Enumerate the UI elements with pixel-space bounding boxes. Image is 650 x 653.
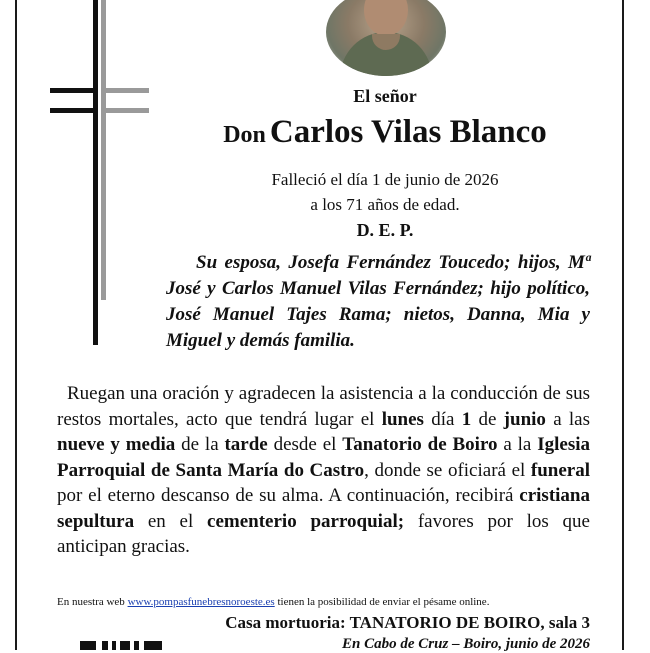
cross-vertical-bar: [93, 0, 98, 345]
frame-left-border: [15, 0, 17, 650]
place-date-signature: En Cabo de Cruz – Boiro, junio de 2026: [342, 636, 590, 652]
website-link[interactable]: www.pompasfunebresnoroeste.es: [127, 596, 275, 608]
web-notice: En nuestra web www.pompasfunebresnoroeste.es tienen la posibilidad de enviar el pésame online.: [57, 596, 490, 608]
name-full: Carlos Vilas Blanco: [269, 114, 547, 150]
cross-vertical-shadow: [101, 0, 106, 300]
family-paragraph: Su esposa, Josefa Fernández Toucedo; hijos, Mª José y Carlos Manuel Vilas Fernández; hijo político, José Manuel Tajes Rama; nietos, Danna, Mia y Miguel y demás familia.: [166, 252, 590, 351]
death-date: Falleció el día 1 de junio de 2026: [271, 170, 499, 189]
ceremony-paragraph: Ruegan una oración y agradecen la asistencia a la conducción de sus restos mortales, acto que tendrá lugar el lunes día 1 de junio a las nueve y media de la tarde desde el Tanatorio de Boiro a la Iglesia Parroquial de Santa María do Castro, donde se oficiará el funeral por el eterno descanso de su alma. A continuación, recibirá cristiana sepultura en el cementerio parroquial; favores por los que anticipan gracias.: [57, 383, 590, 557]
cross-horizontal-bar: [50, 88, 98, 93]
heading-title: El señor: [353, 86, 417, 106]
dep-text: D. E. P.: [356, 220, 414, 240]
death-age: a los 71 años de edad.: [310, 195, 460, 214]
cross-horizontal-shadow: [101, 88, 149, 93]
cross-horizontal-bar: [50, 108, 98, 113]
frame-right-border: [622, 0, 624, 650]
cross-horizontal-shadow: [101, 108, 149, 113]
funeral-home: Casa mortuoria: TANATORIO DE BOIRO, sala 3: [225, 613, 590, 632]
name-prefix: Don: [223, 122, 266, 148]
deceased-name: [150, 114, 620, 151]
qr-code-icon: [80, 641, 162, 650]
deceased-photo: [326, 0, 446, 76]
